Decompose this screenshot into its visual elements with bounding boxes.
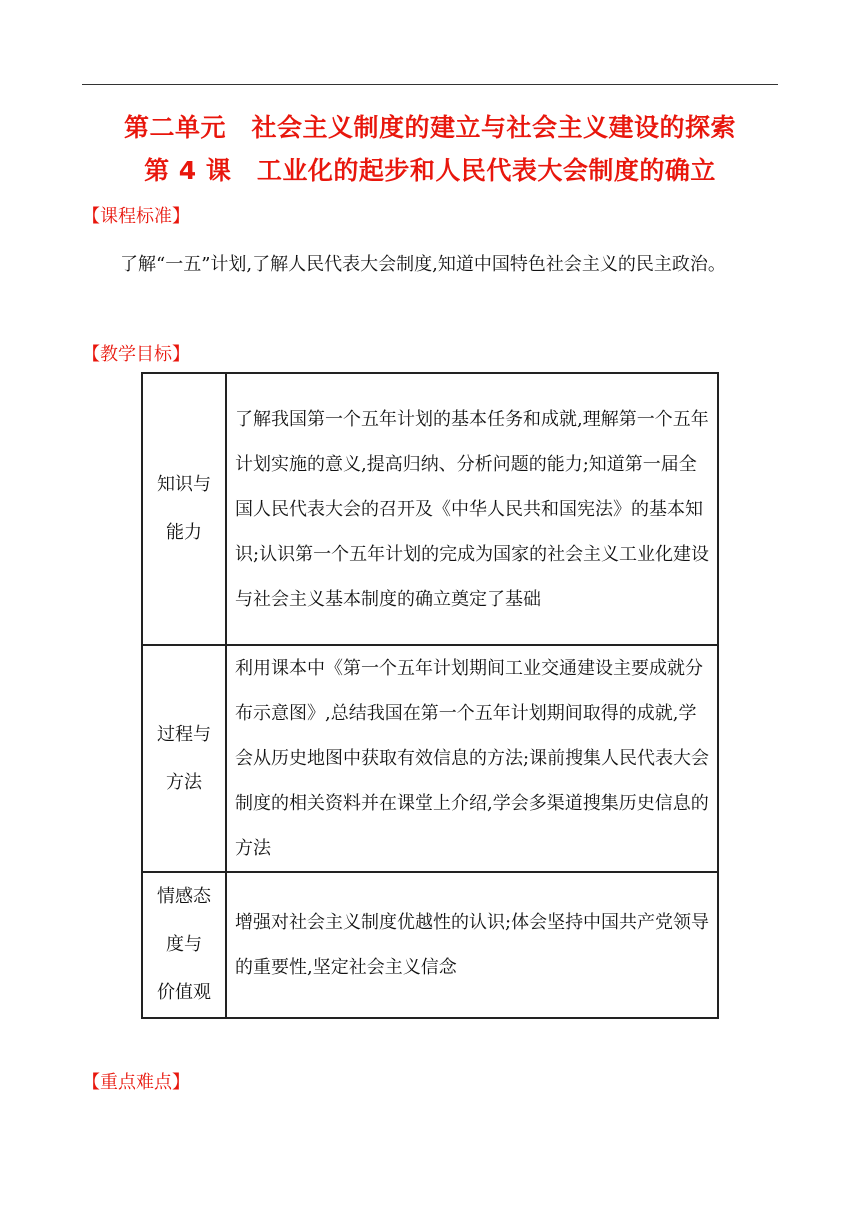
goal-category-line: 过程与 [157, 723, 211, 745]
course-standard-text: 了解“一五”计划,了解人民代表大会制度,知道中国特色社会主义的民主政治。 [120, 254, 726, 275]
teaching-goals-table [141, 372, 719, 1019]
goal-category-line: 知识与 [157, 474, 211, 495]
goal-category-cell [142, 645, 226, 872]
table-row [142, 872, 718, 1018]
table-row [142, 645, 718, 872]
goal-category-cell [142, 872, 226, 1018]
goal-category-line: 能力 [166, 522, 202, 543]
goal-description-cell: 利用课本中《第一个五年计划期间工业交通建设主要成就分布示意图》,总结我国在第一个五年计划期间取得的成就,学会从历史地图中获取有效信息的方法;课前搜集人民代表大会制度的相关资料并在课堂上介绍,学会多渠道搜集历史信息的方法 [226, 645, 718, 872]
goal-category-cell [142, 373, 226, 645]
goal-category-line: 度与 [166, 934, 202, 955]
header-rule [82, 84, 778, 85]
goal-description-cell: 增强对社会主义制度优越性的认识;体会坚持中国共产党领导的重要性,坚定社会主义信念 [226, 872, 718, 1018]
section-label-key-points: 【重点难点】 [82, 1072, 190, 1093]
unit-title: 第二单元 社会主义制度的建立与社会主义建设的探索 [123, 113, 736, 142]
lesson-title: 第 4 课 工业化的起步和人民代表大会制度的确立 [144, 156, 716, 185]
section-label-teaching-goals: 【教学目标】 [82, 344, 190, 365]
goal-category-line: 方法 [166, 771, 202, 793]
goal-category-line: 价值观 [157, 982, 211, 1003]
goal-category-line: 情感态 [157, 886, 211, 907]
table-row [142, 373, 718, 645]
goal-description-cell: 了解我国第一个五年计划的基本任务和成就,理解第一个五年计划实施的意义,提高归纳、分析问题的能力;知道第一届全国人民代表大会的召开及《中华人民共和国宪法》的基本知识;认识第一个五年计划的完成为国家的社会主义工业化建设与社会主义基本制度的确立奠定了基础 [226, 373, 718, 645]
section-label-course-standard: 【课程标准】 [82, 206, 190, 227]
